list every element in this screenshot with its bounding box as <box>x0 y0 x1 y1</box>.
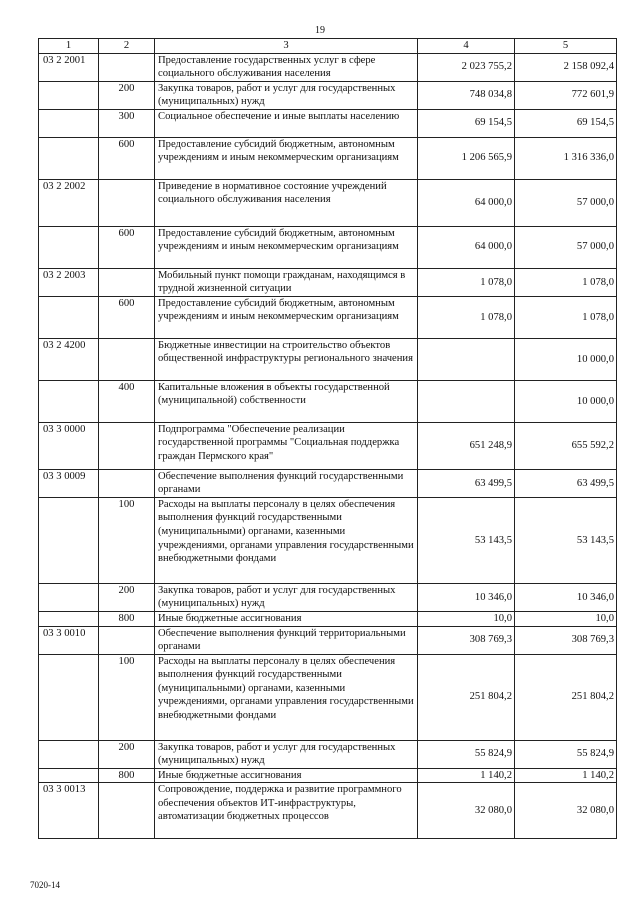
row-expense-type <box>99 422 155 469</box>
row-name: Социальное обеспечение и иные выплаты населению <box>155 109 418 137</box>
table-row <box>39 81 617 109</box>
table-row <box>39 179 617 226</box>
row-name: Подпрограмма "Обеспечение реализации государственной программы "Социальная поддержка граждан Пермского края" <box>155 422 418 469</box>
row-expense-type <box>99 469 155 497</box>
table-row <box>39 612 617 627</box>
table-row <box>39 469 617 497</box>
row-value-col5: 55 824,9 <box>515 740 617 768</box>
row-value-col5: 772 601,9 <box>515 81 617 109</box>
row-value-col5: 251 804,2 <box>515 654 617 740</box>
row-expense-type: 100 <box>99 654 155 740</box>
row-value-col5: 57 000,0 <box>515 226 617 268</box>
row-value-col4: 1 078,0 <box>418 268 515 296</box>
row-value-col4 <box>418 380 515 422</box>
row-code: 03 3 0010 <box>39 626 99 654</box>
row-value-col5: 1 078,0 <box>515 268 617 296</box>
row-expense-type: 800 <box>99 612 155 627</box>
row-expense-type: 600 <box>99 226 155 268</box>
row-value-col4: 63 499,5 <box>418 469 515 497</box>
row-code <box>39 740 99 768</box>
row-name: Закупка товаров, работ и услуг для государственных (муниципальных) нужд <box>155 583 418 611</box>
table-row <box>39 226 617 268</box>
row-name: Предоставление государственных услуг в сфере социального обслуживания населения <box>155 53 418 81</box>
table-row <box>39 740 617 768</box>
row-code <box>39 109 99 137</box>
table-row <box>39 137 617 179</box>
row-value-col4: 308 769,3 <box>418 626 515 654</box>
row-code <box>39 226 99 268</box>
row-name: Мобильный пункт помощи гражданам, находящимся в трудной жизненной ситуации <box>155 268 418 296</box>
row-value-col5: 10 000,0 <box>515 380 617 422</box>
table-row <box>39 109 617 137</box>
row-code: 03 3 0009 <box>39 469 99 497</box>
table-row <box>39 497 617 583</box>
row-value-col5: 57 000,0 <box>515 179 617 226</box>
row-code: 03 3 0000 <box>39 422 99 469</box>
row-value-col5: 1 078,0 <box>515 296 617 338</box>
row-code <box>39 380 99 422</box>
row-expense-type: 200 <box>99 583 155 611</box>
table-row <box>39 783 617 839</box>
row-name: Обеспечение выполнения функций территориальными органами <box>155 626 418 654</box>
row-value-col4: 69 154,5 <box>418 109 515 137</box>
row-expense-type <box>99 53 155 81</box>
table-row <box>39 53 617 81</box>
row-code: 03 3 0013 <box>39 783 99 839</box>
row-value-col4: 64 000,0 <box>418 179 515 226</box>
row-value-col4: 64 000,0 <box>418 226 515 268</box>
row-name: Иные бюджетные ассигнования <box>155 612 418 627</box>
row-code <box>39 612 99 627</box>
row-value-col4: 10 346,0 <box>418 583 515 611</box>
row-value-col4: 651 248,9 <box>418 422 515 469</box>
row-name: Предоставление субсидий бюджетным, автономным учреждениям и иным некоммерческим организациям <box>155 226 418 268</box>
row-expense-type: 100 <box>99 497 155 583</box>
row-expense-type: 800 <box>99 768 155 783</box>
row-expense-type <box>99 783 155 839</box>
row-value-col4: 2 023 755,2 <box>418 53 515 81</box>
header-col-3: 3 <box>155 39 418 54</box>
table-row <box>39 654 617 740</box>
row-expense-type: 200 <box>99 740 155 768</box>
row-value-col4 <box>418 338 515 380</box>
row-value-col5: 32 080,0 <box>515 783 617 839</box>
header-col-1: 1 <box>39 39 99 54</box>
row-value-col5: 63 499,5 <box>515 469 617 497</box>
row-value-col5: 10 000,0 <box>515 338 617 380</box>
row-value-col5: 53 143,5 <box>515 497 617 583</box>
row-value-col5: 1 316 336,0 <box>515 137 617 179</box>
row-code <box>39 81 99 109</box>
row-value-col4: 251 804,2 <box>418 654 515 740</box>
row-value-col5: 10 346,0 <box>515 583 617 611</box>
row-name: Предоставление субсидий бюджетным, автономным учреждениям и иным некоммерческим организациям <box>155 137 418 179</box>
row-expense-type: 600 <box>99 296 155 338</box>
row-name: Обеспечение выполнения функций государственными органами <box>155 469 418 497</box>
row-code <box>39 137 99 179</box>
row-value-col4: 32 080,0 <box>418 783 515 839</box>
row-value-col5: 655 592,2 <box>515 422 617 469</box>
row-code: 03 2 2003 <box>39 268 99 296</box>
table-row <box>39 422 617 469</box>
row-expense-type <box>99 179 155 226</box>
table-row <box>39 583 617 611</box>
table-row <box>39 626 617 654</box>
row-code: 03 2 4200 <box>39 338 99 380</box>
row-expense-type <box>99 338 155 380</box>
row-code: 03 2 2001 <box>39 53 99 81</box>
row-code <box>39 296 99 338</box>
row-value-col4: 748 034,8 <box>418 81 515 109</box>
row-name: Расходы на выплаты персоналу в целях обеспечения выполнения функций государственными (муниципальными) органами, казенными учреждениями, органами управления государственными внебюджетными фондами <box>155 654 418 740</box>
row-value-col5: 308 769,3 <box>515 626 617 654</box>
row-value-col5: 1 140,2 <box>515 768 617 783</box>
row-expense-type: 300 <box>99 109 155 137</box>
document-code: 7020-14 <box>30 880 60 890</box>
row-name: Иные бюджетные ассигнования <box>155 768 418 783</box>
header-col-2: 2 <box>99 39 155 54</box>
row-value-col5: 2 158 092,4 <box>515 53 617 81</box>
table-row <box>39 268 617 296</box>
header-row <box>39 39 617 54</box>
row-name: Бюджетные инвестиции на строительство объектов общественной инфраструктуры регионального значения <box>155 338 418 380</box>
row-value-col4: 1 078,0 <box>418 296 515 338</box>
row-name: Закупка товаров, работ и услуг для государственных (муниципальных) нужд <box>155 740 418 768</box>
budget-table <box>38 38 617 839</box>
row-name: Предоставление субсидий бюджетным, автономным учреждениям и иным некоммерческим организациям <box>155 296 418 338</box>
row-code: 03 2 2002 <box>39 179 99 226</box>
table-row <box>39 768 617 783</box>
row-name: Сопровождение, поддержка и развитие программного обеспечения объектов ИТ-инфраструктуры, автоматизации бюджетных процессов <box>155 783 418 839</box>
row-name: Капитальные вложения в объекты государственной (муниципальной) собственности <box>155 380 418 422</box>
row-expense-type: 600 <box>99 137 155 179</box>
page-number: 19 <box>315 25 325 36</box>
table-row <box>39 296 617 338</box>
row-name: Закупка товаров, работ и услуг для государственных (муниципальных) нужд <box>155 81 418 109</box>
row-name: Расходы на выплаты персоналу в целях обеспечения выполнения функций государственными (муниципальными) органами, казенными учреждениями, органами управления государственными внебюджетными фондами <box>155 497 418 583</box>
row-value-col5: 10,0 <box>515 612 617 627</box>
row-expense-type <box>99 268 155 296</box>
row-value-col4: 1 206 565,9 <box>418 137 515 179</box>
row-expense-type <box>99 626 155 654</box>
row-code <box>39 497 99 583</box>
row-code <box>39 583 99 611</box>
row-value-col4: 1 140,2 <box>418 768 515 783</box>
table-row <box>39 380 617 422</box>
row-value-col5: 69 154,5 <box>515 109 617 137</box>
header-col-5: 5 <box>515 39 617 54</box>
row-expense-type: 400 <box>99 380 155 422</box>
header-col-4: 4 <box>418 39 515 54</box>
table-row <box>39 338 617 380</box>
row-value-col4: 55 824,9 <box>418 740 515 768</box>
row-name: Приведение в нормативное состояние учреждений социального обслуживания населения <box>155 179 418 226</box>
row-value-col4: 10,0 <box>418 612 515 627</box>
row-value-col4: 53 143,5 <box>418 497 515 583</box>
row-code <box>39 654 99 740</box>
row-code <box>39 768 99 783</box>
row-expense-type: 200 <box>99 81 155 109</box>
